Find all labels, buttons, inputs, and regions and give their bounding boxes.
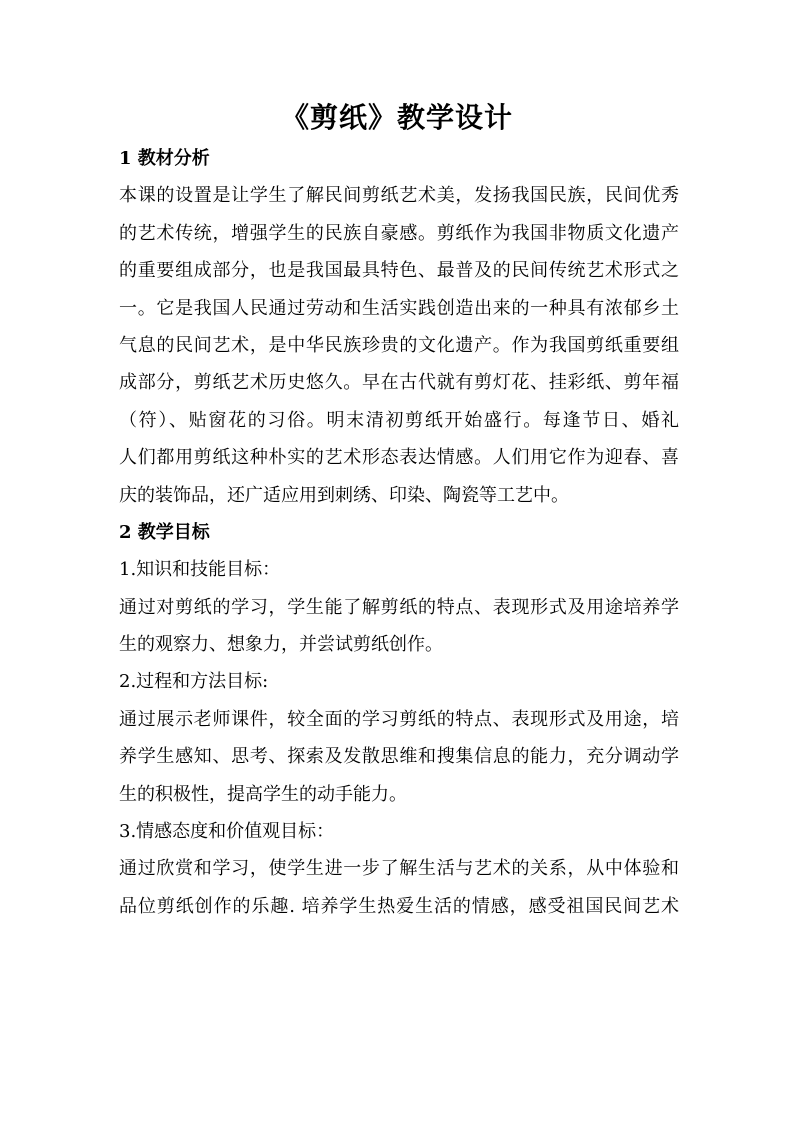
- body-text-line: 通过欣赏和学习，使学生进一步了解生活与艺术的关系，从中体验和: [119, 858, 679, 880]
- body-text-line: 品位剪纸创作的乐趣. 培养学生热爱生活的情感，感受祖国民间艺术: [119, 895, 679, 917]
- section-heading: 2 教学目标: [119, 521, 210, 543]
- document-body: [119, 140, 679, 925]
- body-text-line: 本课的设置是让学生了解民间剪纸艺术美，发扬我国民族，民间优秀: [119, 185, 679, 207]
- body-text-line: 人们都用剪纸这种朴实的艺术形态表达情感。人们用它作为迎春、喜: [119, 447, 679, 469]
- body-text-line: （符）、贴窗花的习俗。明末清初剪纸开始盛行。每逢节日、婚礼: [119, 409, 679, 431]
- body-text-line: 的艺术传统，增强学生的民族自豪感。剪纸作为我国非物质文化遗产: [119, 222, 679, 244]
- body-text-line: 通过展示老师课件，较全面的学习剪纸的特点、表现形式及用途，培: [119, 708, 679, 730]
- body-text-line: 3.情感态度和价值观目标：: [119, 821, 335, 843]
- section-heading: 1 教材分析: [119, 148, 210, 169]
- body-text-line: 生的积极性，提高学生的动手能力。: [119, 783, 407, 805]
- body-text-line: 成部分，剪纸艺术历史悠久。早在古代就有剪灯花、挂彩纸、剪年福: [119, 372, 679, 394]
- body-text-line: 的重要组成部分，也是我国最具特色、最普及的民间传统艺术形式之: [119, 260, 679, 282]
- body-text-line: 气息的民间艺术，是中华民族珍贵的文化遗产。作为我国剪纸重要组: [119, 334, 679, 356]
- body-text-line: 一。它是我国人民通过劳动和生活实践创造出来的一种具有浓郁乡土: [119, 297, 679, 319]
- body-text-line: 2.过程和方法目标:: [119, 671, 269, 693]
- body-text-line: 生的观察力、想象力，并尝试剪纸创作。: [119, 634, 443, 656]
- body-text-line: 通过对剪纸的学习，学生能了解剪纸的特点、表现形式及用途培养学: [119, 596, 679, 618]
- body-text-line: 1.知识和技能目标：: [119, 559, 281, 581]
- body-text-line: 养学生感知、思考、探索及发散思维和搜集信息的能力，充分调动学: [119, 746, 679, 768]
- body-text-line: 庆的装饰品，还广适应用到刺绣、印染、陶瓷等工艺中。: [119, 484, 569, 506]
- document-title: 《剪纸》教学设计: [280, 101, 513, 134]
